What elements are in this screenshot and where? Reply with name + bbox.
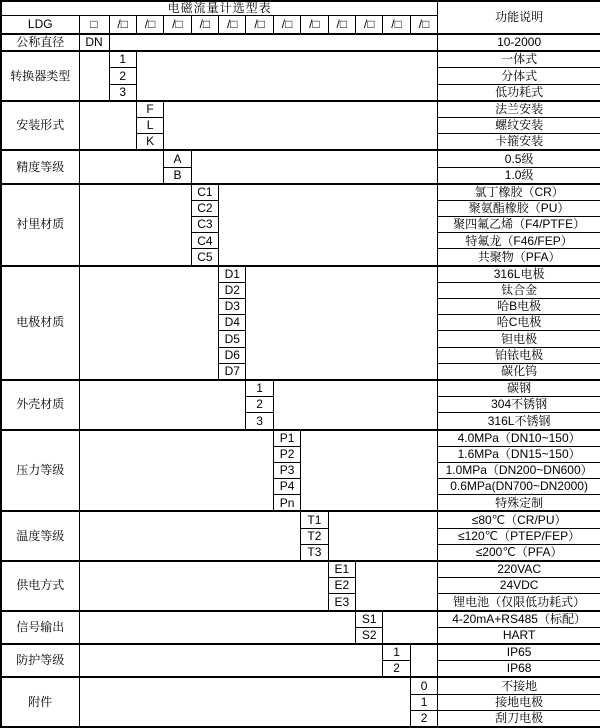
option-description: 法兰安装 — [438, 101, 600, 118]
option-description: 0.6MPa(DN700~DN2000) — [438, 479, 600, 495]
option-description: ≤80℃（CR/PU） — [438, 511, 600, 528]
option-description: HART — [438, 627, 600, 644]
filler-cell — [79, 644, 383, 677]
group-label: 温度等级 — [1, 511, 79, 561]
option-code: 2 — [410, 710, 437, 727]
option-description: 铂铱电极 — [438, 347, 600, 363]
option-code: P2 — [273, 446, 300, 462]
filler-cell — [109, 34, 438, 51]
filler-cell — [79, 150, 164, 183]
option-description: 不接地 — [438, 677, 600, 694]
option-description: 聚四氟乙烯（F4/PTFE） — [438, 217, 600, 233]
option-code: D2 — [219, 282, 246, 298]
option-code: 1 — [246, 380, 273, 397]
model-slot-cell: /□ — [301, 16, 328, 35]
filler-cell — [328, 511, 438, 561]
option-code: E2 — [328, 578, 355, 594]
option-code: E3 — [328, 594, 355, 611]
group-label: 转换器类型 — [1, 51, 79, 101]
option-description: ≤120℃（PTEP/FEP） — [438, 528, 600, 544]
filler-cell — [79, 511, 301, 561]
model-box-cell: □ — [79, 16, 109, 35]
title-row — [1, 1, 600, 16]
option-code: S2 — [356, 627, 383, 644]
filler-cell — [383, 611, 438, 644]
option-description: 4.0MPa（DN10~150） — [438, 430, 600, 447]
option-code: 1 — [383, 644, 410, 661]
option-description: 哈B电极 — [438, 299, 600, 315]
option-code: 2 — [246, 397, 273, 413]
option-description: 316L不锈钢 — [438, 413, 600, 430]
filler-cell — [79, 561, 328, 611]
option-description: 一体式 — [438, 51, 600, 68]
option-row — [1, 51, 600, 68]
filler-cell — [79, 184, 191, 266]
model-slot-cell: /□ — [191, 16, 218, 35]
diameter-row — [1, 34, 600, 51]
option-description: 碳钢 — [438, 380, 600, 397]
group-label: 外壳材质 — [1, 380, 79, 430]
group-label: 衬里材质 — [1, 184, 79, 266]
option-code: Pn — [273, 495, 300, 512]
option-code: D6 — [219, 347, 246, 363]
group-label: 电极材质 — [1, 266, 79, 380]
option-description: 4-20mA+RS485（标配） — [438, 611, 600, 628]
option-code: 1 — [109, 51, 136, 68]
group-label: 防护等级 — [1, 644, 79, 677]
option-description: 低功耗式 — [438, 84, 600, 101]
option-code: 3 — [246, 413, 273, 430]
filler-cell — [191, 150, 438, 183]
option-description: IP68 — [438, 661, 600, 678]
option-row — [1, 644, 600, 661]
model-slot-cell: /□ — [328, 16, 355, 35]
model-slot-cell: /□ — [219, 16, 246, 35]
option-code: P3 — [273, 462, 300, 478]
option-row — [1, 101, 600, 118]
option-description: 共聚物（PFA） — [438, 249, 600, 266]
group-label: 精度等级 — [1, 150, 79, 183]
option-row — [1, 430, 600, 447]
option-description: 特氟龙（F46/FEP） — [438, 233, 600, 249]
page-title: 电磁流量计选型表 — [1, 1, 438, 16]
filler-cell — [79, 266, 219, 380]
option-code: P4 — [273, 479, 300, 495]
model-slot-cell: /□ — [246, 16, 273, 35]
filler-cell — [136, 51, 437, 101]
option-description: 钛合金 — [438, 282, 600, 298]
option-code: K — [136, 134, 163, 151]
model-slot-cell: /□ — [164, 16, 191, 35]
diameter-code: DN — [79, 34, 109, 51]
option-row — [1, 677, 600, 694]
option-code: 1 — [410, 694, 437, 710]
filler-cell — [301, 430, 438, 512]
model-slot-cell: /□ — [136, 16, 163, 35]
option-code: C3 — [191, 217, 218, 233]
option-code: C2 — [191, 200, 218, 216]
option-code: 2 — [109, 68, 136, 84]
option-description: 螺纹安装 — [438, 117, 600, 133]
model-slot-cell: /□ — [410, 16, 437, 35]
diameter-description: 10-2000 — [438, 34, 600, 51]
group-label: 压力等级 — [1, 430, 79, 512]
option-description: 碳化钨 — [438, 363, 600, 380]
model-slot-cell: /□ — [383, 16, 410, 35]
option-row — [1, 184, 600, 201]
option-code: B — [164, 167, 191, 184]
option-code: C5 — [191, 249, 218, 266]
option-description: 1.0级 — [438, 167, 600, 184]
option-description: 钽电极 — [438, 331, 600, 347]
option-code: C4 — [191, 233, 218, 249]
option-row — [1, 511, 600, 528]
option-row — [1, 380, 600, 397]
filler-cell — [79, 677, 410, 727]
option-code: T1 — [301, 511, 328, 528]
option-description: 1.0MPa（DN200~DN600） — [438, 462, 600, 478]
option-code: E1 — [328, 561, 355, 578]
filler-cell — [79, 611, 356, 644]
option-code: F — [136, 101, 163, 118]
filler-cell — [246, 266, 438, 380]
group-label: 附件 — [1, 677, 79, 727]
option-code: C1 — [191, 184, 218, 201]
option-code: 0 — [410, 677, 437, 694]
group-label: 信号输出 — [1, 611, 79, 644]
option-description: 304不锈钢 — [438, 397, 600, 413]
option-description: 分体式 — [438, 68, 600, 84]
option-description: 316L电极 — [438, 266, 600, 283]
option-description: 1.6MPa（DN15~150） — [438, 446, 600, 462]
option-code: L — [136, 117, 163, 133]
option-description: 特殊定制 — [438, 495, 600, 512]
option-code: S1 — [356, 611, 383, 628]
option-code: D5 — [219, 331, 246, 347]
option-description: 锂电池（仅限低功耗式） — [438, 594, 600, 611]
option-code: D4 — [219, 315, 246, 331]
option-description: 24VDC — [438, 578, 600, 594]
option-code: 3 — [109, 84, 136, 101]
option-code: T2 — [301, 528, 328, 544]
option-description: 接地电极 — [438, 694, 600, 710]
option-description: 0.5级 — [438, 150, 600, 167]
model-slot-cell: /□ — [109, 16, 136, 35]
model-slot-cell: /□ — [273, 16, 300, 35]
option-description: 刮刀电极 — [438, 710, 600, 727]
option-row — [1, 561, 600, 578]
option-code: P1 — [273, 430, 300, 447]
function-column-header: 功能说明 — [438, 1, 600, 34]
model-slot-cell: /□ — [356, 16, 383, 35]
filler-cell — [273, 380, 437, 430]
option-code: D3 — [219, 299, 246, 315]
option-code: 2 — [383, 661, 410, 678]
filler-cell — [410, 644, 437, 677]
filler-cell — [79, 51, 109, 101]
option-description: IP65 — [438, 644, 600, 661]
option-description: 220VAC — [438, 561, 600, 578]
option-description: 氯丁橡胶（CR） — [438, 184, 600, 201]
option-row — [1, 150, 600, 167]
option-description: 哈C电极 — [438, 315, 600, 331]
option-code: D1 — [219, 266, 246, 283]
option-description: ≤200℃（PFA） — [438, 544, 600, 561]
filler-cell — [79, 101, 136, 151]
filler-cell — [79, 380, 246, 430]
option-code: T3 — [301, 544, 328, 561]
filler-cell — [356, 561, 438, 611]
diameter-label: 公称直径 — [1, 34, 79, 51]
option-code: A — [164, 150, 191, 167]
option-code: D7 — [219, 363, 246, 380]
option-description: 卡箍安装 — [438, 134, 600, 151]
group-label: 供电方式 — [1, 561, 79, 611]
model-prefix: LDG — [1, 16, 79, 35]
option-description: 聚氨酯橡胶（PU） — [438, 200, 600, 216]
filler-cell — [164, 101, 438, 151]
group-label: 安装形式 — [1, 101, 79, 151]
filler-cell — [219, 184, 438, 266]
option-row — [1, 266, 600, 283]
option-row — [1, 611, 600, 628]
filler-cell — [79, 430, 273, 512]
